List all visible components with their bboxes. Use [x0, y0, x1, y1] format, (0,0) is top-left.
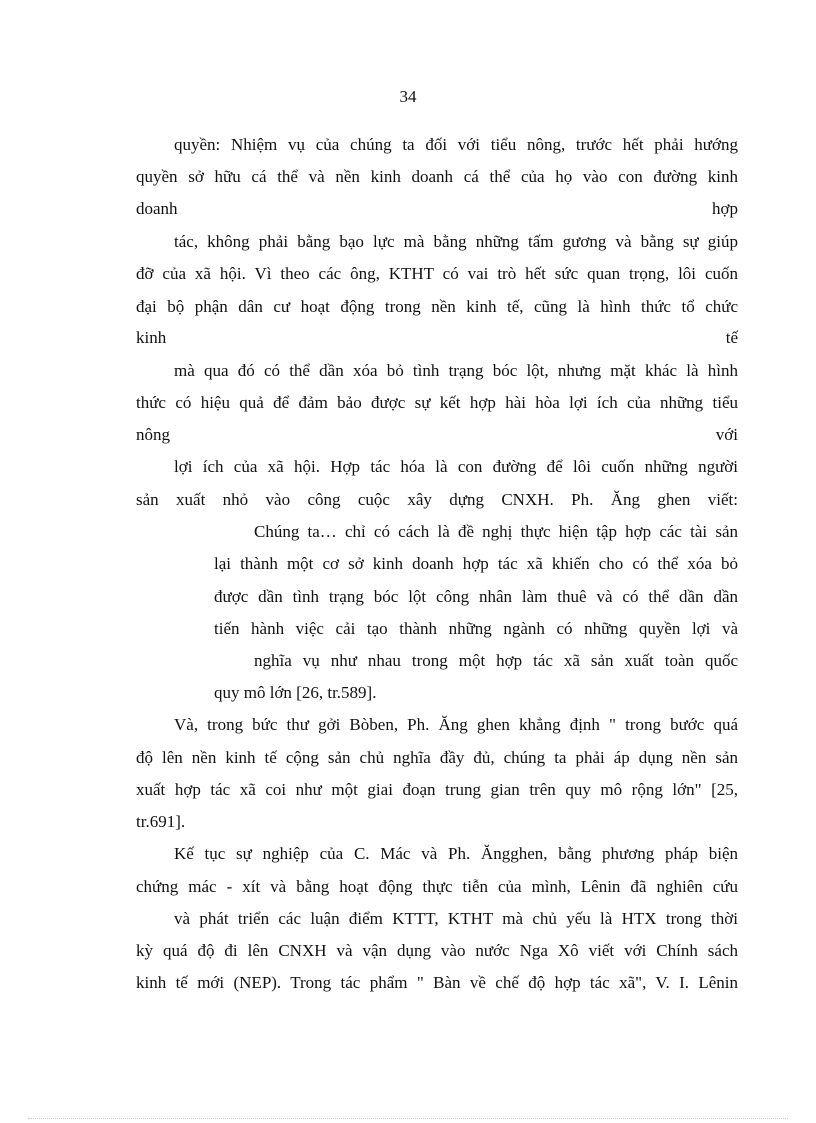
- quote-line: Chúng ta… chỉ có cách là đề nghị thực hiện tập hợp các tài sản: [254, 522, 738, 541]
- text-line: kinh tế: [136, 328, 738, 347]
- text-line: quyền: Nhiệm vụ của chúng ta đối với tiểu nông, trước hết phải hướng: [174, 135, 738, 154]
- text-line: độ lên nền kinh tế cộng sản chủ nghĩa đầy đủ, chúng ta phải áp dụng nền sản: [136, 748, 738, 767]
- text-line: đỡ của xã hội. Vì theo các ông, KTHT có vai trò hết sức quan trọng, lôi cuốn: [136, 264, 738, 283]
- text-line: lợi ích của xã hội. Hợp tác hóa là con đường để lôi cuốn những người: [174, 457, 738, 476]
- text-line: tr.691].: [136, 812, 186, 831]
- page-number: 34: [399, 87, 417, 106]
- quote-line: được dần tình trạng bóc lột công nhân làm thuê và có thể dần dần: [214, 587, 738, 606]
- text-line: thức có hiệu quả để đảm bảo được sự kết hợp hài hòa lợi ích của những tiểu: [136, 393, 738, 412]
- text-line: kỳ quá độ đi lên CNXH và vận dụng vào nước Nga Xô viết với Chính sách: [136, 941, 738, 960]
- text-line: xuất hợp tác xã coi như một giai đoạn trung gian trên quy mô rộng lớn" [25,: [136, 780, 738, 799]
- text-line: chứng mác - xít và bằng hoạt động thực tiễn của mình, Lênin đã nghiên cứu: [136, 877, 738, 896]
- text-line: Kế tục sự nghiệp của C. Mác và Ph. Ăngghen, bằng phương pháp biện: [174, 844, 738, 863]
- quote-line: lại thành một cơ sở kinh doanh hợp tác xã khiến cho có thể xóa bỏ: [214, 554, 738, 573]
- text-line: mà qua đó có thể dần xóa bỏ tình trạng bóc lột, nhưng mặt khác là hình: [174, 361, 738, 380]
- text-line: quyền sở hữu cá thể và nền kinh doanh cá thể của họ vào con đường kinh: [136, 167, 738, 186]
- text-line: và phát triển các luận điểm KTTT, KTHT mà chủ yếu là HTX trong thời: [174, 909, 738, 928]
- text-line: kinh tế mới (NEP). Trong tác phẩm " Bàn về chế độ hợp tác xã", V. I. Lênin: [136, 973, 738, 992]
- quote-line: quy mô lớn [26, tr.589].: [214, 683, 377, 702]
- text-line: nông với: [136, 425, 738, 444]
- text-line: đại bộ phận dân cư hoạt động trong nền kinh tế, cũng là hình thức tổ chức: [136, 297, 738, 316]
- text-line: Và, trong bức thư gởi Bòben, Ph. Ăng ghen khẳng định " trong bước quá: [174, 715, 738, 734]
- text-line: tác, không phải bằng bạo lực mà bằng những tấm gương và bằng sự giúp: [174, 232, 738, 251]
- quote-line: tiến hành việc cải tạo thành những ngành có những quyền lợi và: [214, 619, 738, 638]
- text-line: sản xuất nhỏ vào công cuộc xây dựng CNXH. Ph. Ăng ghen viết:: [136, 490, 738, 509]
- page-bottom-rule: [28, 1118, 788, 1119]
- text-line: doanh hợp: [136, 199, 738, 218]
- quote-line: nghĩa vụ như nhau trong một hợp tác xã sản xuất toàn quốc: [254, 651, 738, 670]
